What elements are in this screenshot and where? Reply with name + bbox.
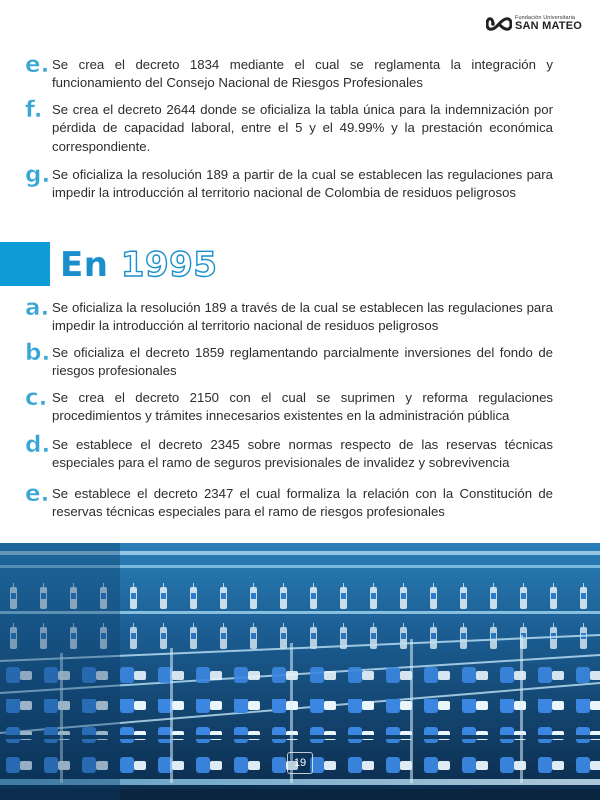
item-text: Se oficializa la resolución 189 a través de la cual se establecen las regulaciones para impedir la introducción al territorio nacional de residuos peligrosos: [52, 300, 553, 334]
item-text: Se establece el decreto 2345 sobre normas respecto de las reservas técnicas especiales para el ramo de seguros previsionales de invalidez y sobrevivencia: [52, 437, 553, 471]
list-item: [25, 432, 553, 473]
logo-name: SAN MATEO: [515, 20, 582, 33]
list-item: [25, 97, 553, 156]
university-logo: [486, 13, 582, 35]
item-letter: f.: [25, 97, 43, 123]
item-letter: a.: [25, 295, 50, 321]
section-accent-band: [0, 242, 50, 286]
list-item: [25, 481, 553, 522]
section-heading-year: 1995: [120, 245, 218, 285]
item-text: Se crea el decreto 1834 mediante el cual se reglamenta la integración y funcionamiento del Consejo Nacional de Riesgos Profesionales: [52, 57, 553, 91]
logo-infinity-icon: [486, 13, 512, 35]
item-text: Se crea el decreto 2150 con el cual se suprimen y reforma regulaciones procedimientos y trámites innecesarios existentes en la administración pública: [52, 390, 553, 424]
logo-subtitle: Fundación Universitaria: [515, 14, 576, 21]
list-item: [25, 162, 553, 203]
item-text: Se crea el decreto 2644 donde se oficializa la tabla única para la indemnización por pérdida de capacidad laboral, entre el 5 y el 49.99% y la prestación económica correspondiente.: [52, 102, 553, 154]
list-item: [25, 52, 553, 93]
item-text: Se establece el decreto 2347 el cual formaliza la relación con la Constitución de reservas técnicas especiales para el ramo de riesgos profesionales: [52, 486, 553, 520]
list-item: [25, 340, 553, 381]
section-heading-prefix: En: [60, 245, 109, 285]
item-text: Se oficializa el decreto 1859 reglamentando parcialmente inversiones del fondo de riesgos profesionales: [52, 345, 553, 379]
list-item: [25, 385, 553, 426]
item-letter: d.: [25, 432, 51, 458]
section-heading: [60, 243, 217, 287]
page-number: 19: [287, 752, 313, 774]
item-letter: e.: [25, 481, 50, 507]
item-letter: e.: [25, 52, 50, 78]
list-item: [25, 295, 553, 336]
item-letter: b.: [25, 340, 51, 366]
item-letter: c.: [25, 385, 48, 411]
item-letter: g.: [25, 162, 51, 188]
item-text: Se oficializa la resolución 189 a partir de la cual se establecen las regulaciones para impedir la introducción al territorio nacional de Colombia de residuos peligrosos: [52, 167, 553, 201]
